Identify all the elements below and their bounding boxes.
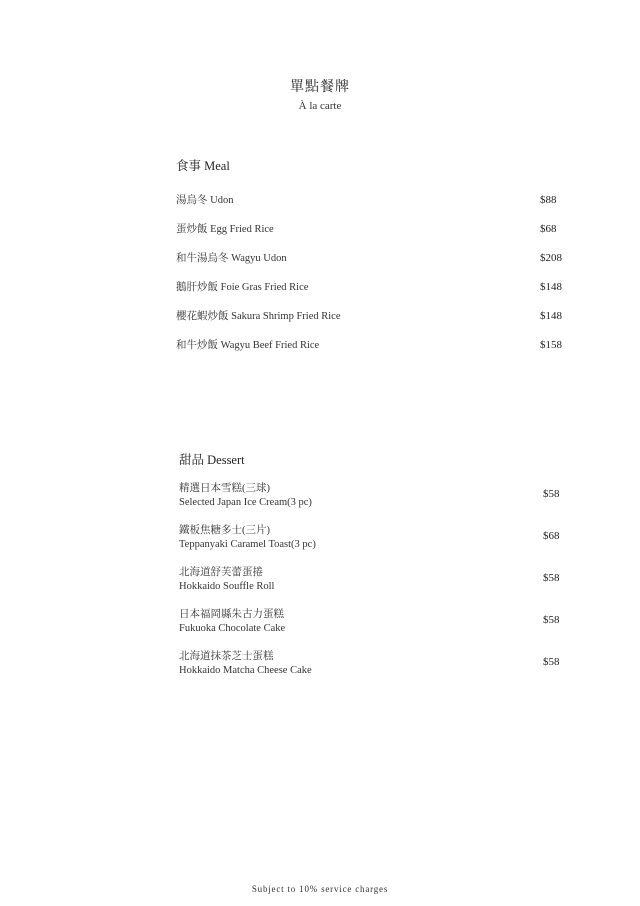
dessert-item-name-chinese: 北海道抹茶芝士蛋糕 xyxy=(179,651,274,662)
dessert-section-title: 甜品 Dessert xyxy=(179,453,245,467)
menu-item-name: 櫻花蝦炒飯 Sakura Shrimp Fried Rice xyxy=(176,311,341,322)
service-charge-note: Subject to 10% service charges xyxy=(251,884,389,894)
menu-item-name: 和牛湯烏冬 Wagyu Udon xyxy=(176,253,287,264)
dessert-item xyxy=(179,566,571,608)
menu-item-name: 和牛炒飯 Wagyu Beef Fried Rice xyxy=(176,340,320,351)
dessert-section xyxy=(179,452,571,692)
menu-title-english: À la carte xyxy=(298,100,342,112)
menu-item xyxy=(176,192,568,221)
menu-item-name: 湯烏冬 Udon xyxy=(176,195,234,206)
dessert-item-name-chinese: 北海道舒芙蕾蛋捲 xyxy=(179,567,263,578)
meal-section xyxy=(176,158,568,366)
menu-item xyxy=(176,308,568,337)
dessert-item-price: $58 xyxy=(543,572,560,584)
dessert-item-name-chinese: 日本福岡縣朱古力蛋糕 xyxy=(179,609,284,620)
menu-item-price: $208 xyxy=(540,252,562,264)
dessert-item xyxy=(179,482,571,524)
menu-item-price: $148 xyxy=(540,310,562,322)
menu-item-price: $68 xyxy=(540,223,557,235)
dessert-item-name-chinese: 鐵板焦糖多士(三片) xyxy=(179,525,270,536)
dessert-item-price: $58 xyxy=(543,656,560,668)
dessert-item-price: $58 xyxy=(543,614,560,626)
dessert-item-name-chinese: 精選日本雪糕(三球) xyxy=(179,483,270,494)
menu-item xyxy=(176,337,568,366)
menu-item xyxy=(176,250,568,279)
dessert-item-name-english: Fukuoka Chocolate Cake xyxy=(179,623,286,634)
menu-item-price: $88 xyxy=(540,194,557,206)
dessert-item-name-english: Teppanyaki Caramel Toast(3 pc) xyxy=(179,539,316,550)
menu-header xyxy=(0,78,640,114)
dessert-item xyxy=(179,524,571,566)
dessert-item xyxy=(179,650,571,692)
menu-item-price: $148 xyxy=(540,281,562,293)
menu-item-name: 鵝肝炒飯 Foie Gras Fried Rice xyxy=(176,282,309,293)
menu-item-name: 蛋炒飯 Egg Fried Rice xyxy=(176,224,274,235)
dessert-item-name-english: Selected Japan Ice Cream(3 pc) xyxy=(179,497,312,508)
menu-item xyxy=(176,279,568,308)
dessert-item xyxy=(179,608,571,650)
dessert-item-price: $58 xyxy=(543,488,560,500)
menu-item xyxy=(176,221,568,250)
meal-section-title: 食事 Meal xyxy=(176,159,230,173)
menu-item-price: $158 xyxy=(540,339,562,351)
dessert-item-name-english: Hokkaido Matcha Cheese Cake xyxy=(179,665,312,676)
dessert-item-price: $68 xyxy=(543,530,560,542)
dessert-item-name-english: Hokkaido Souffle Roll xyxy=(179,581,275,592)
menu-title-chinese: 單點餐牌 xyxy=(290,79,350,95)
